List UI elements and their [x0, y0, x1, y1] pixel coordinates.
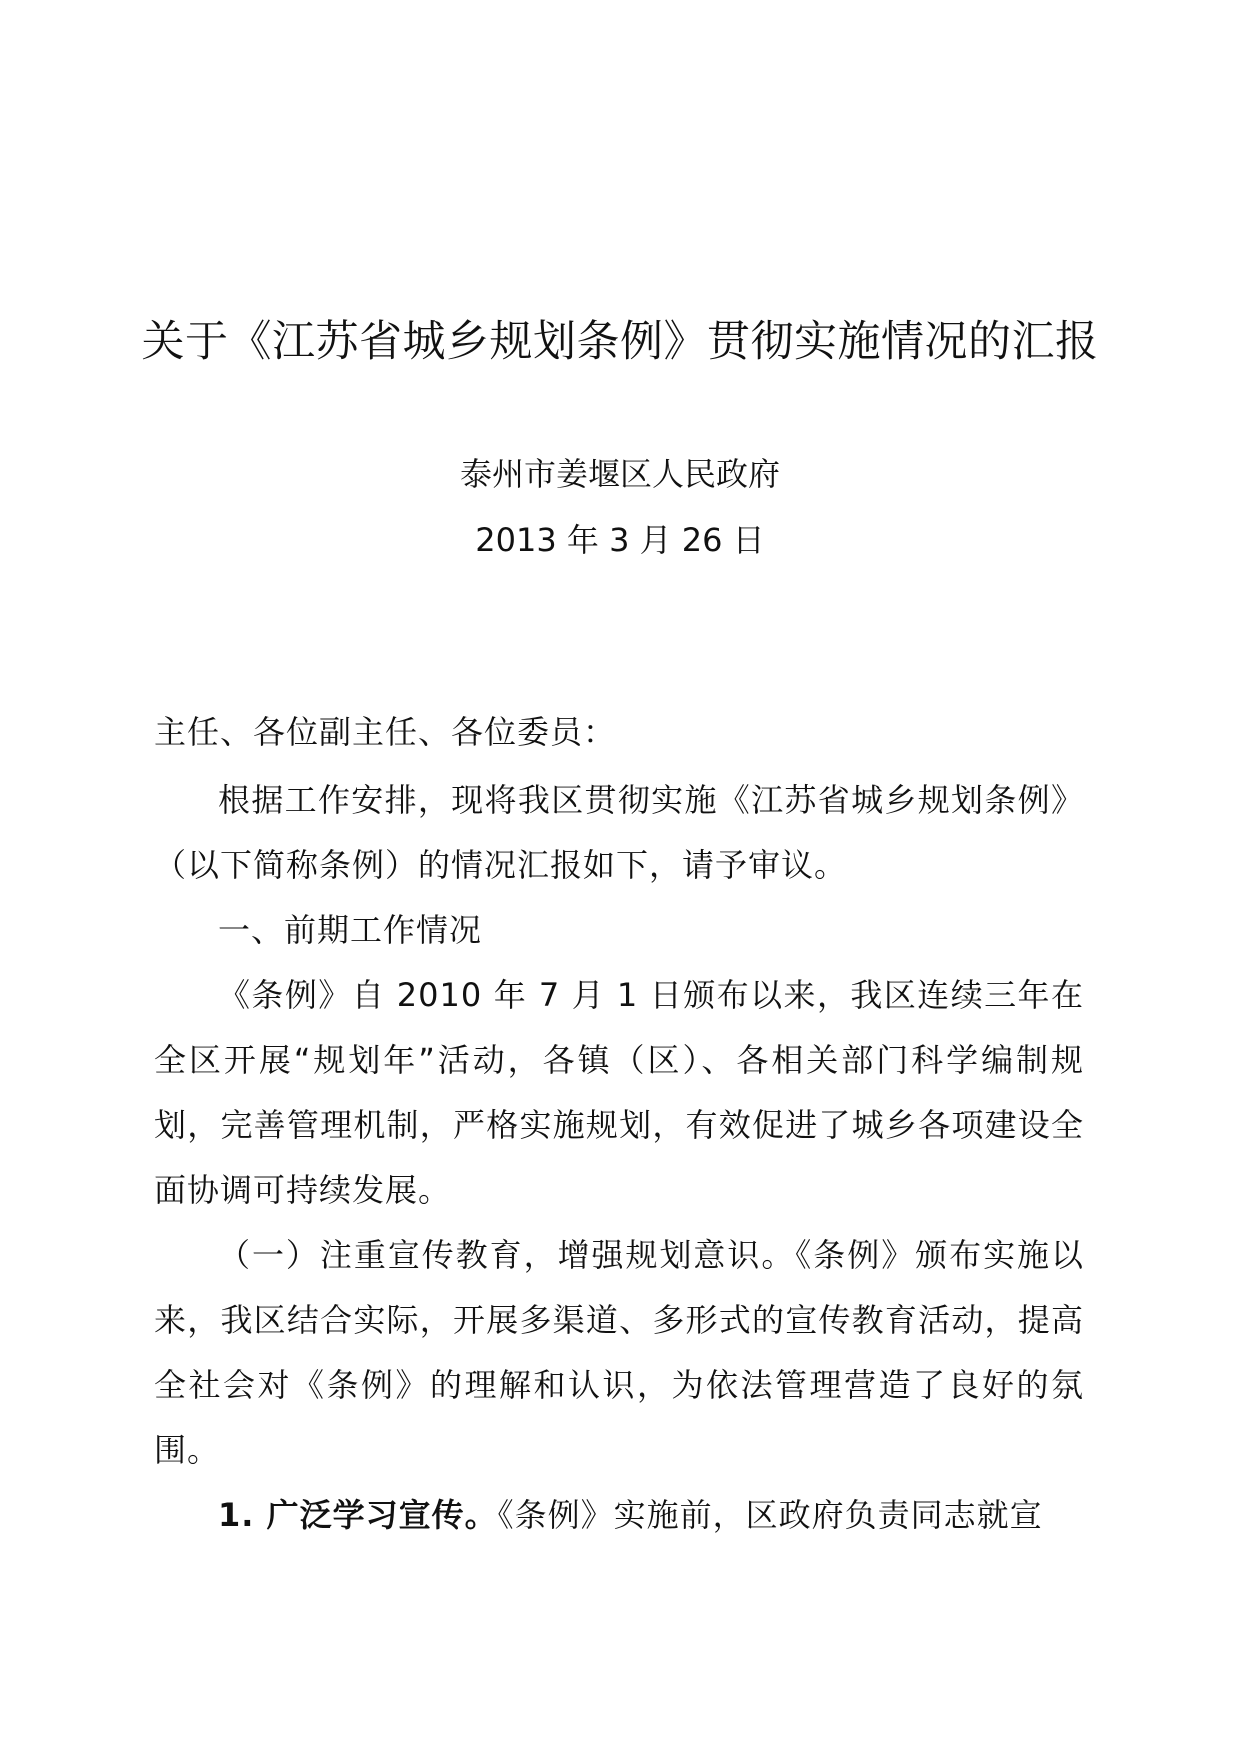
issuing-organization: 泰州市姜堰区人民政府	[459, 455, 780, 493]
subheading-study: 1. 广泛学习宣传。	[218, 1496, 498, 1534]
paragraph-study	[154, 1483, 1084, 1548]
salutation: 主任、各位副主任、各位委员：	[154, 713, 617, 751]
paragraph-study-text: 《条例》实施前，区政府负责同志就宣	[497, 1496, 1043, 1534]
document-body	[154, 768, 1084, 1548]
paragraph-publicity: （一）注重宣传教育，增强规划意识。《条例》颁布实施以来，我区结合实际，开展多渠道、多形式的宣传教育活动，提高全社会对《条例》的理解和认识，为依法管理营造了良好的氛围。	[154, 1236, 1084, 1469]
document-title: 关于《江苏省城乡规划条例》贯彻实施情况的汇报	[141, 317, 1099, 367]
paragraph-intro: 根据工作安排，现将我区贯彻实施《江苏省城乡规划条例》（以下简称条例）的情况汇报如下，请予审议。	[154, 781, 1084, 884]
paragraph-overview: 《条例》自 2010 年 7 月 1 日颁布以来，我区连续三年在全区开展“规划年”活动，各镇（区）、各相关部门科学编制规划，完善管理机制，严格实施规划，有效促进了城乡各项建设全面协调可持续发展。	[154, 976, 1084, 1209]
section-heading-1: 一、前期工作情况	[218, 911, 483, 949]
document-date: 2013 年 3 月 26 日	[475, 521, 765, 559]
